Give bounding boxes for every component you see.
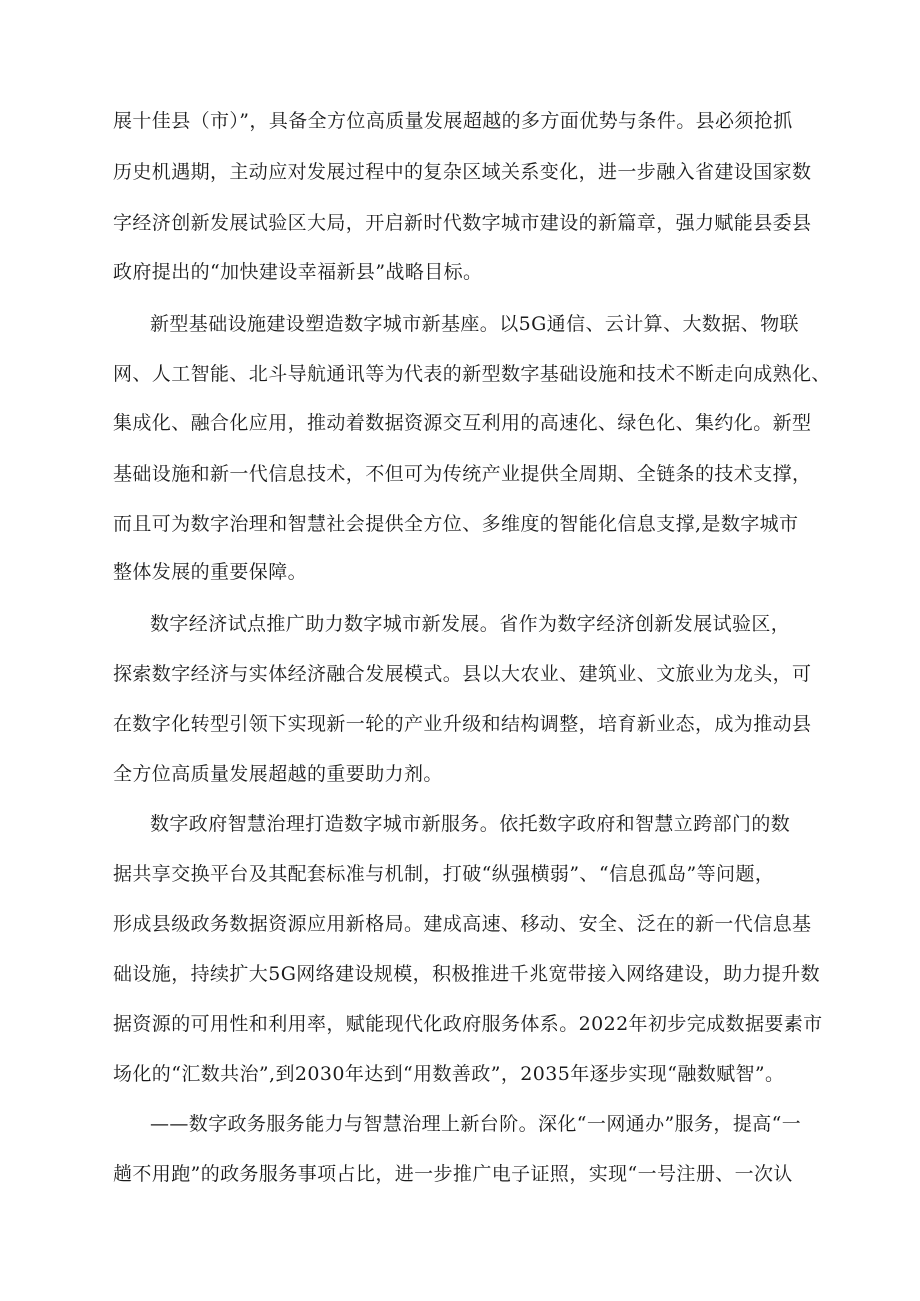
paragraph-heading-line: 数字经济试点推广助力数字城市新发展。省作为数字经济创新发展试验区， [150, 613, 791, 635]
text-line: 场化的“汇数共治”,到2030年达到“用数善政”，2035年逐步实现“融数赋智”。 [113, 1063, 785, 1085]
text-line: 整体发展的重要保障。 [113, 561, 308, 583]
text-line: 趟不用跑”的政务服务事项占比，进一步推广电子证照，实现“一号注册、一次认 [113, 1163, 793, 1185]
text-line: 而且可为数字治理和智慧社会提供全方位、多维度的智能化信息支撑,是数字城市 [113, 513, 799, 535]
paragraph-heading-line: 新型基础设施建设塑造数字城市新基座。以5G通信、云计算、大数据、物联 [150, 313, 799, 335]
text-line: 基础设施和新一代信息技术，不但可为传统产业提供全周期、全链条的技术支撑， [113, 463, 812, 485]
text-line: 全方位高质量发展超越的重要助力剂。 [113, 763, 443, 785]
paragraph-heading-line: ——数字政务服务能力与智慧治理上新台阶。深化“一网通办”服务，提高“一 [150, 1113, 802, 1135]
text-line: 展十佳县（市）”，具备全方位高质量发展超越的多方面优势与条件。县必须抢抓 [113, 110, 793, 132]
text-line: 集成化、融合化应用，推动着数据资源交互利用的高速化、绿色化、集约化。新型 [113, 412, 812, 434]
paragraph-heading-line: 数字政府智慧治理打造数字城市新服务。依托数字政府和智慧立跨部门的数 [150, 813, 791, 835]
text-line: 政府提出的“加快建设幸福新县”战略目标。 [113, 261, 483, 283]
text-line: 据共享交换平台及其配套标准与机制，打破“纵强横弱”、“信息孤岛”等问题， [113, 863, 775, 885]
text-line: 础设施，持续扩大5G网络建设规模，积极推进千兆宽带接入网络建设，助力提升数 [113, 963, 821, 985]
text-line: 据资源的可用性和利用率，赋能现代化政府服务体系。2022年初步完成数据要素市 [113, 1013, 823, 1035]
text-line: 历史机遇期，主动应对发展过程中的复杂区域关系变化，进一步融入省建设国家数 [113, 161, 812, 183]
text-line: 探索数字经济与实体经济融合发展模式。县以大农业、建筑业、文旅业为龙头，可 [113, 663, 812, 685]
text-line: 网、人工智能、北斗导航通讯等为代表的新型数字基础设施和技术不断走向成熟化、 [113, 363, 831, 385]
text-line: 字经济创新发展试验区大局，开启新时代数字城市建设的新篇章，强力赋能县委县 [113, 212, 812, 234]
text-line: 形成县级政务数据资源应用新格局。建成高速、移动、安全、泛在的新一代信息基 [113, 913, 812, 935]
text-line: 在数字化转型引领下实现新一轮的产业升级和结构调整，培育新业态，成为推动县 [113, 713, 812, 735]
